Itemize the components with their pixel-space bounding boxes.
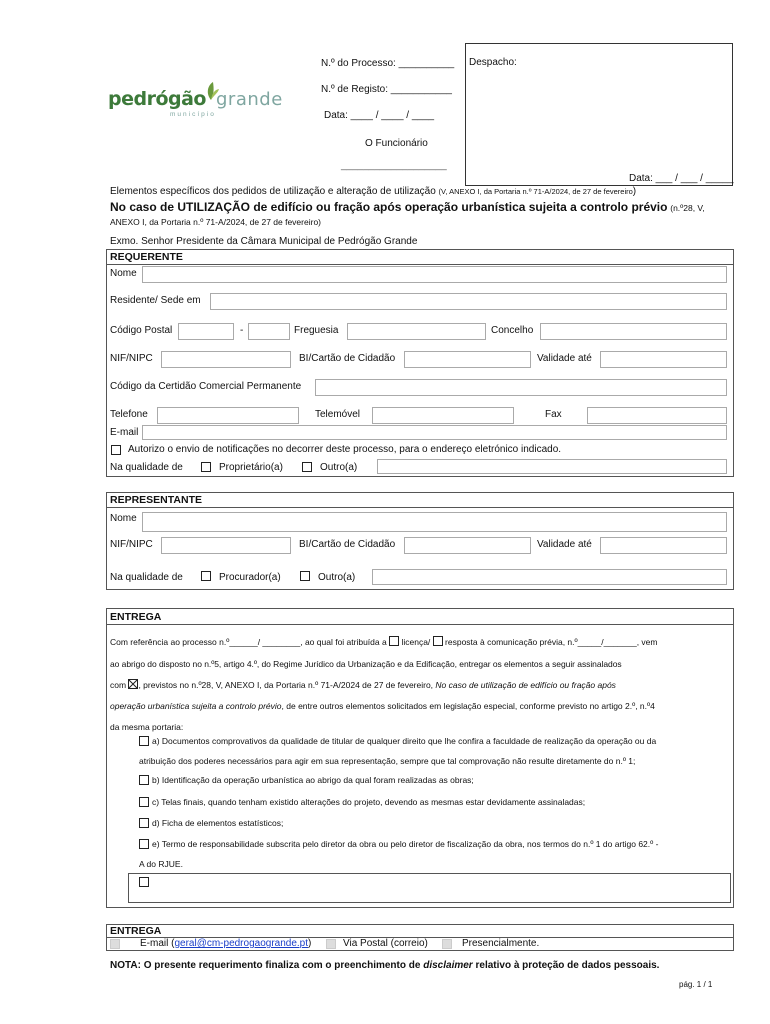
req-residence-input[interactable] bbox=[210, 293, 727, 310]
license-checkbox[interactable] bbox=[389, 636, 399, 646]
req-nif-input[interactable] bbox=[161, 351, 291, 368]
dispatch-box[interactable] bbox=[465, 43, 733, 186]
item-a-label-1: a) Documentos comprovativos da qualidade de titular de qualquer direito que lhe confira a faculdade de realização da operação ou da bbox=[152, 736, 657, 746]
req-id-label: BI/Cartão de Cidadão bbox=[299, 353, 396, 364]
marked-checkbox-icon bbox=[128, 679, 138, 689]
process-number-field[interactable]: N.º do Processo: __________ bbox=[321, 58, 455, 69]
page-number: pág. 1 / 1 bbox=[679, 980, 713, 989]
rep-nif-label: NIF/NIPC bbox=[110, 539, 153, 550]
req-fax-input[interactable] bbox=[587, 407, 727, 424]
form-subtitle: Elementos específicos dos pedidos de utilização e alteração de utilização (V, ANEXO I, da Portaria n.º 71-A/2024, de 27 de fevereiro) bbox=[110, 186, 637, 197]
form-title: No caso de UTILIZAÇÃO de edifício ou fração após operação urbanística sujeita a controlo prévio (n.º28, V, bbox=[110, 200, 705, 214]
req-certificate-input[interactable] bbox=[315, 379, 727, 396]
delivery-paragraph-line4: operação urbanística sujeita a controlo prévio, de entre outros elementos solicitados em legislação especial, conforme previsto no artigo 2.º, n.º4 bbox=[110, 701, 655, 711]
official-signature-line[interactable]: ___________________ bbox=[341, 160, 447, 171]
req-postal-label: Código Postal bbox=[110, 325, 173, 336]
in-person-delivery-checkbox[interactable] bbox=[442, 939, 452, 949]
authorize-notifications-label: Autorizo o envio de notificações no decorrer deste processo, para o endereço eletrónico indicado. bbox=[128, 444, 562, 455]
item-c-checkbox[interactable] bbox=[139, 797, 149, 807]
rep-name-input[interactable] bbox=[142, 512, 727, 532]
req-name-input[interactable] bbox=[142, 266, 727, 283]
req-county-label: Concelho bbox=[491, 325, 534, 336]
other-item-box[interactable] bbox=[128, 873, 731, 903]
logo-subtitle: município bbox=[170, 111, 216, 118]
req-parish-input[interactable] bbox=[347, 323, 486, 340]
owner-label: Proprietário(a) bbox=[219, 462, 283, 473]
delivery-method-title: ENTREGA bbox=[110, 925, 162, 937]
req-postal-input-2[interactable] bbox=[248, 323, 290, 340]
rep-validity-label: Validade até bbox=[537, 539, 592, 550]
rep-nif-input[interactable] bbox=[161, 537, 291, 554]
privacy-note: NOTA: O presente requerimento finaliza com o preenchimento de disclaimer relativo à proteção de dados pessoais. bbox=[110, 960, 660, 971]
delivery-paragraph-line3: com , previstos no n.º28, V, ANEXO I, da Portaria n.º 71-A/2024 de 27 de fevereiro, No caso de utilização de edifício ou fração após bbox=[110, 680, 616, 690]
rep-other-checkbox[interactable] bbox=[300, 571, 310, 581]
representative-title: REPRESENTANTE bbox=[110, 494, 202, 506]
req-phone-label: Telefone bbox=[110, 409, 148, 420]
rep-validity-input[interactable] bbox=[600, 537, 727, 554]
req-county-input[interactable] bbox=[540, 323, 727, 340]
req-postal-input-1[interactable] bbox=[178, 323, 234, 340]
item-d-label: d) Ficha de elementos estatísticos; bbox=[152, 818, 284, 828]
req-name-label: Nome bbox=[110, 268, 137, 279]
req-postal-dash: - bbox=[240, 325, 244, 336]
municipality-logo bbox=[108, 80, 298, 122]
req-capacity-label: Na qualidade de bbox=[110, 462, 183, 473]
req-fax-label: Fax bbox=[545, 409, 562, 420]
email-delivery-label: E-mail (geral@cm-pedrogaogrande.pt) bbox=[140, 938, 312, 949]
item-a-label-2: atribuição dos poderes necessários para agir em sua representação, sempre que tal comprovação não resulte diretamente do n.º 1; bbox=[139, 756, 636, 766]
email-delivery-checkbox[interactable] bbox=[110, 939, 120, 949]
email-link[interactable]: geral@cm-pedrogaogrande.pt bbox=[174, 938, 309, 949]
prior-communication-checkbox[interactable] bbox=[433, 636, 443, 646]
req-validity-input[interactable] bbox=[600, 351, 727, 368]
req-other-input[interactable] bbox=[377, 459, 727, 474]
item-e-checkbox[interactable] bbox=[139, 839, 149, 849]
item-c-label: c) Telas finais, quando tenham existido alterações do projeto, devendo as mesmas estar devidamente assinaladas; bbox=[152, 797, 586, 807]
req-phone-input[interactable] bbox=[157, 407, 299, 424]
postal-delivery-label: Via Postal (correio) bbox=[343, 938, 428, 949]
attorney-label: Procurador(a) bbox=[219, 572, 281, 583]
postal-delivery-checkbox[interactable] bbox=[326, 939, 336, 949]
req-mobile-label: Telemóvel bbox=[315, 409, 361, 420]
req-other-label: Outro(a) bbox=[320, 462, 358, 473]
logo-name-part2: grande bbox=[216, 89, 283, 110]
req-id-input[interactable] bbox=[404, 351, 531, 368]
req-email-label: E-mail bbox=[110, 427, 139, 438]
date-field[interactable]: Data: ____ / ____ / ____ bbox=[324, 110, 435, 121]
dispatch-label: Despacho: bbox=[469, 57, 517, 68]
item-e-label-1: e) Termo de responsabilidade subscrita pelo diretor da obra ou pelo diretor de fiscalização da obra, nos termos do n.º 1 do artigo 62.º - bbox=[152, 839, 659, 849]
owner-checkbox[interactable] bbox=[201, 462, 211, 472]
rep-capacity-label: Na qualidade de bbox=[110, 572, 183, 583]
req-mobile-input[interactable] bbox=[372, 407, 514, 424]
item-b-label: b) Identificação da operação urbanística ao abrigo da qual foram realizadas as obras; bbox=[152, 775, 474, 785]
delivery-paragraph-line2: ao abrigo do disposto no n.º5, artigo 4.º, do Regime Jurídico da Urbanização e da Edificação, entregar os elementos a seguir assinalados bbox=[110, 659, 622, 669]
registry-number-field[interactable]: N.º de Registo: ___________ bbox=[321, 84, 452, 95]
delivery-paragraph-line1: Com referência ao processo n.º______/ ________, ao qual foi atribuída a licença/ resposta à comunicação prévia, n.º_____/_______, vem bbox=[110, 637, 658, 647]
rep-id-input[interactable] bbox=[404, 537, 531, 554]
item-e-label-2: A do RJUE. bbox=[139, 859, 183, 869]
item-a-checkbox[interactable] bbox=[139, 736, 149, 746]
authorize-notifications-checkbox[interactable] bbox=[111, 445, 121, 455]
form-title-ref: ANEXO I, da Portaria n.º 71-A/2024, de 27 de fevereiro) bbox=[110, 217, 321, 227]
logo-name-part1: pedrógão bbox=[108, 88, 206, 110]
rep-other-input[interactable] bbox=[372, 569, 727, 585]
req-other-checkbox[interactable] bbox=[302, 462, 312, 472]
delivery-paragraph-line5: da mesma portaria: bbox=[110, 722, 184, 732]
other-item-checkbox[interactable] bbox=[139, 877, 149, 887]
attorney-checkbox[interactable] bbox=[201, 571, 211, 581]
in-person-delivery-label: Presencialmente. bbox=[462, 938, 540, 949]
item-b-checkbox[interactable] bbox=[139, 775, 149, 785]
req-certificate-label: Código da Certidão Comercial Permanente bbox=[110, 381, 302, 392]
req-email-input[interactable] bbox=[142, 425, 727, 440]
req-validity-label: Validade até bbox=[537, 353, 592, 364]
req-residence-label: Residente/ Sede em bbox=[110, 295, 201, 306]
item-d-checkbox[interactable] bbox=[139, 818, 149, 828]
dispatch-date[interactable]: Data: ___ / ___ / _____ bbox=[629, 173, 734, 184]
rep-other-label: Outro(a) bbox=[318, 572, 356, 583]
req-nif-label: NIF/NIPC bbox=[110, 353, 153, 364]
requester-title: REQUERENTE bbox=[110, 251, 183, 263]
rep-name-label: Nome bbox=[110, 513, 137, 524]
rep-id-label: BI/Cartão de Cidadão bbox=[299, 539, 396, 550]
addressee: Exmo. Senhor Presidente da Câmara Municipal de Pedrógão Grande bbox=[110, 236, 418, 247]
req-parish-label: Freguesia bbox=[294, 325, 339, 336]
official-label: O Funcionário bbox=[365, 138, 428, 149]
delivery-title: ENTREGA bbox=[110, 611, 162, 623]
